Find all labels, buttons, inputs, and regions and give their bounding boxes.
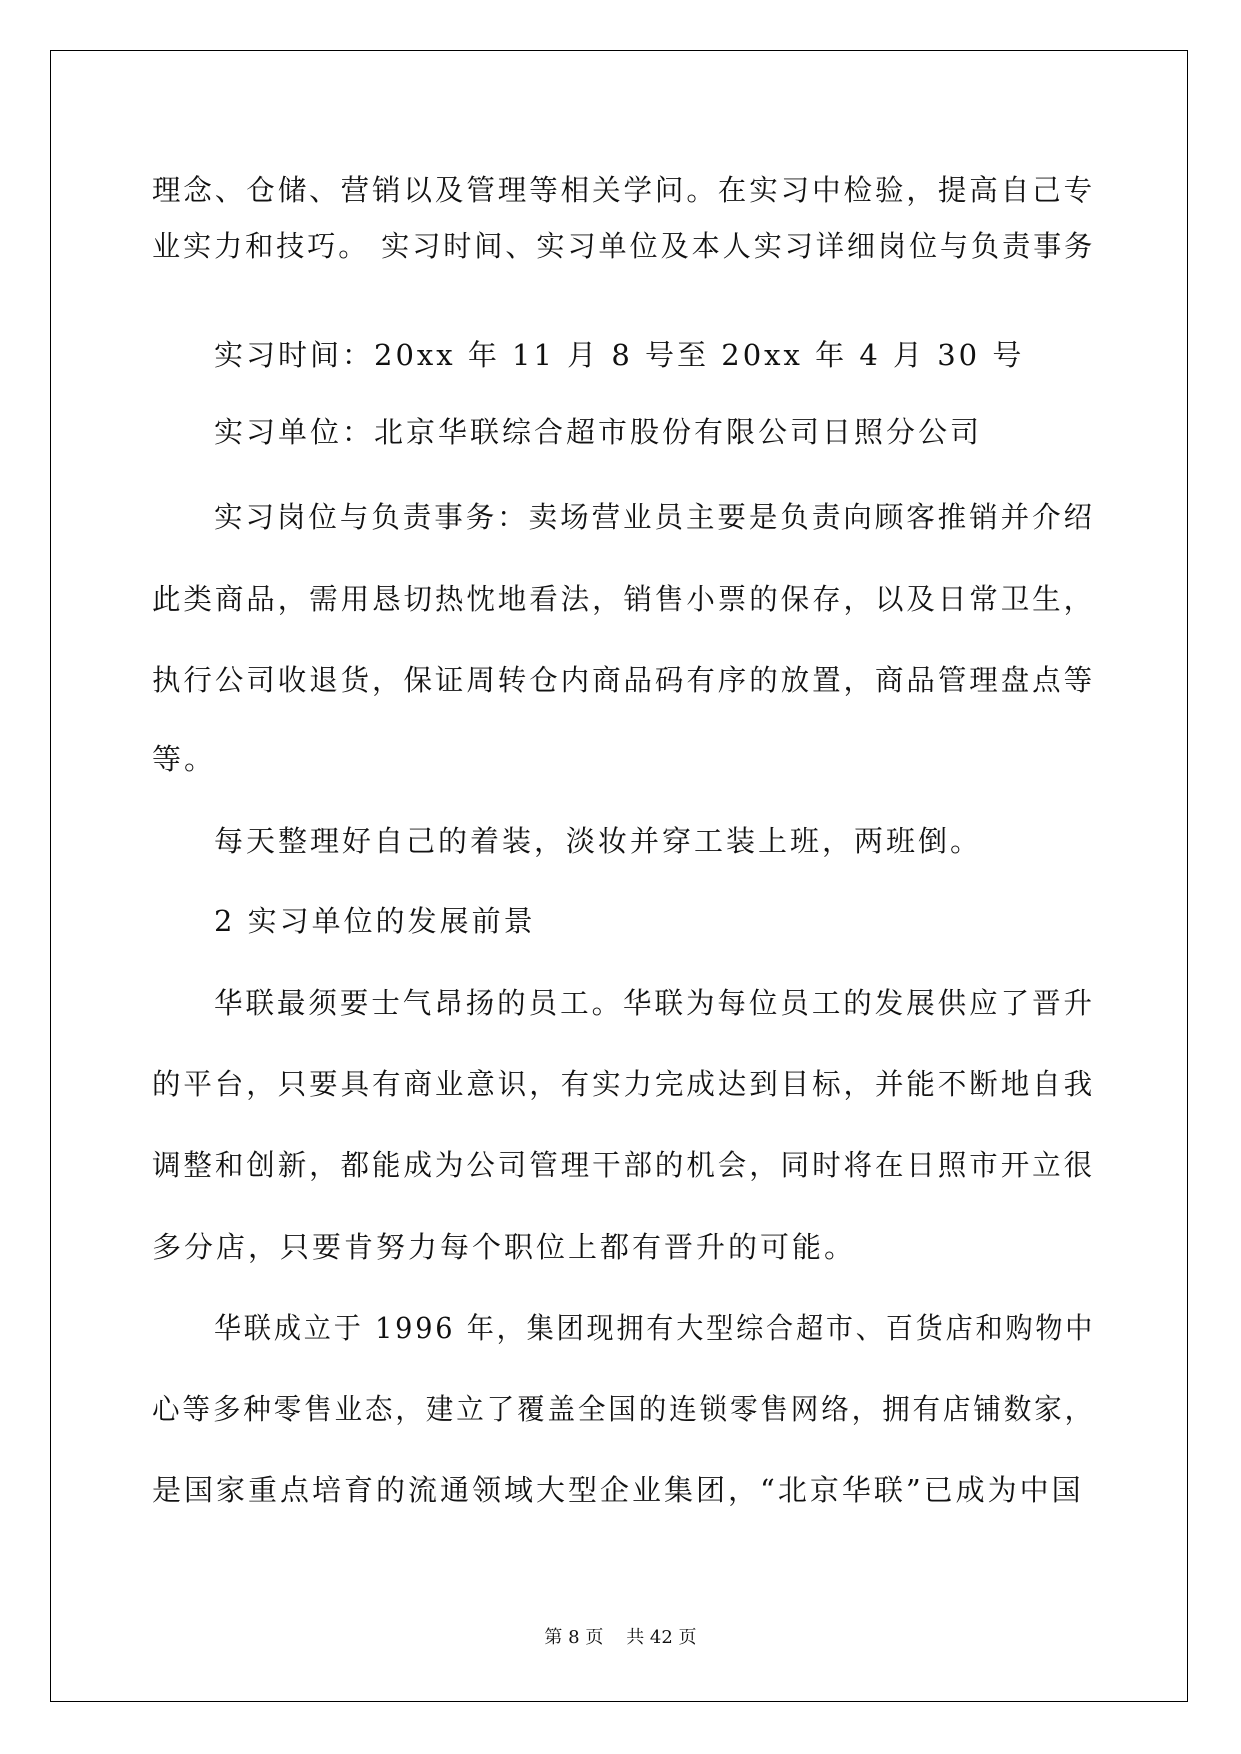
text-line-15: 华联成立于 1996 年，集团现拥有大型综合超市、百货店和购物中 (214, 1311, 1096, 1345)
text-line-17: 是国家重点培育的流通领域大型企业集团，“北京华联”已成为中国 (152, 1473, 1084, 1507)
text-line-4: 实习单位：北京华联综合超市股份有限公司日照分公司 (214, 415, 983, 449)
text-line-13: 调整和创新，都能成为公司管理干部的机会，同时将在日照市开立很 (152, 1148, 1096, 1182)
page-number-footer: 第 8 页 共 42 页 (544, 1627, 697, 1648)
text-line-2: 业实力和技巧。 实习时间、实习单位及本人实习详细岗位与负责事务 (152, 229, 1096, 263)
text-line-9: 每天整理好自己的着装，淡妆并穿工装上班，两班倒。 (214, 824, 983, 858)
text-line-16: 心等多种零售业态，建立了覆盖全国的连锁零售网络，拥有店铺数家， (152, 1392, 1096, 1426)
text-line-12: 的平台，只要具有商业意识，有实力完成达到目标，并能不断地自我 (152, 1067, 1096, 1101)
text-line-1: 理念、仓储、营销以及管理等相关学问。在实习中检验，提高自己专 (152, 173, 1096, 207)
text-line-11: 华联最须要士气昂扬的员工。华联为每位员工的发展供应了晋升 (214, 986, 1096, 1020)
section-heading: 2 实习单位的发展前景 (214, 904, 536, 938)
page-border (50, 50, 1188, 1702)
text-line-6: 此类商品，需用恳切热忱地看法，销售小票的保存，以及日常卫生， (152, 582, 1096, 616)
text-line-8: 等。 (152, 742, 217, 776)
text-line-3: 实习时间：20xx 年 11 月 8 号至 20xx 年 4 月 30 号 (214, 338, 1025, 372)
text-line-14: 多分店，只要肯努力每个职位上都有晋升的可能。 (152, 1230, 857, 1264)
text-line-7: 执行公司收退货，保证周转仓内商品码有序的放置，商品管理盘点等 (152, 663, 1096, 697)
text-line-5: 实习岗位与负责事务：卖场营业员主要是负责向顾客推销并介绍 (214, 500, 1096, 534)
